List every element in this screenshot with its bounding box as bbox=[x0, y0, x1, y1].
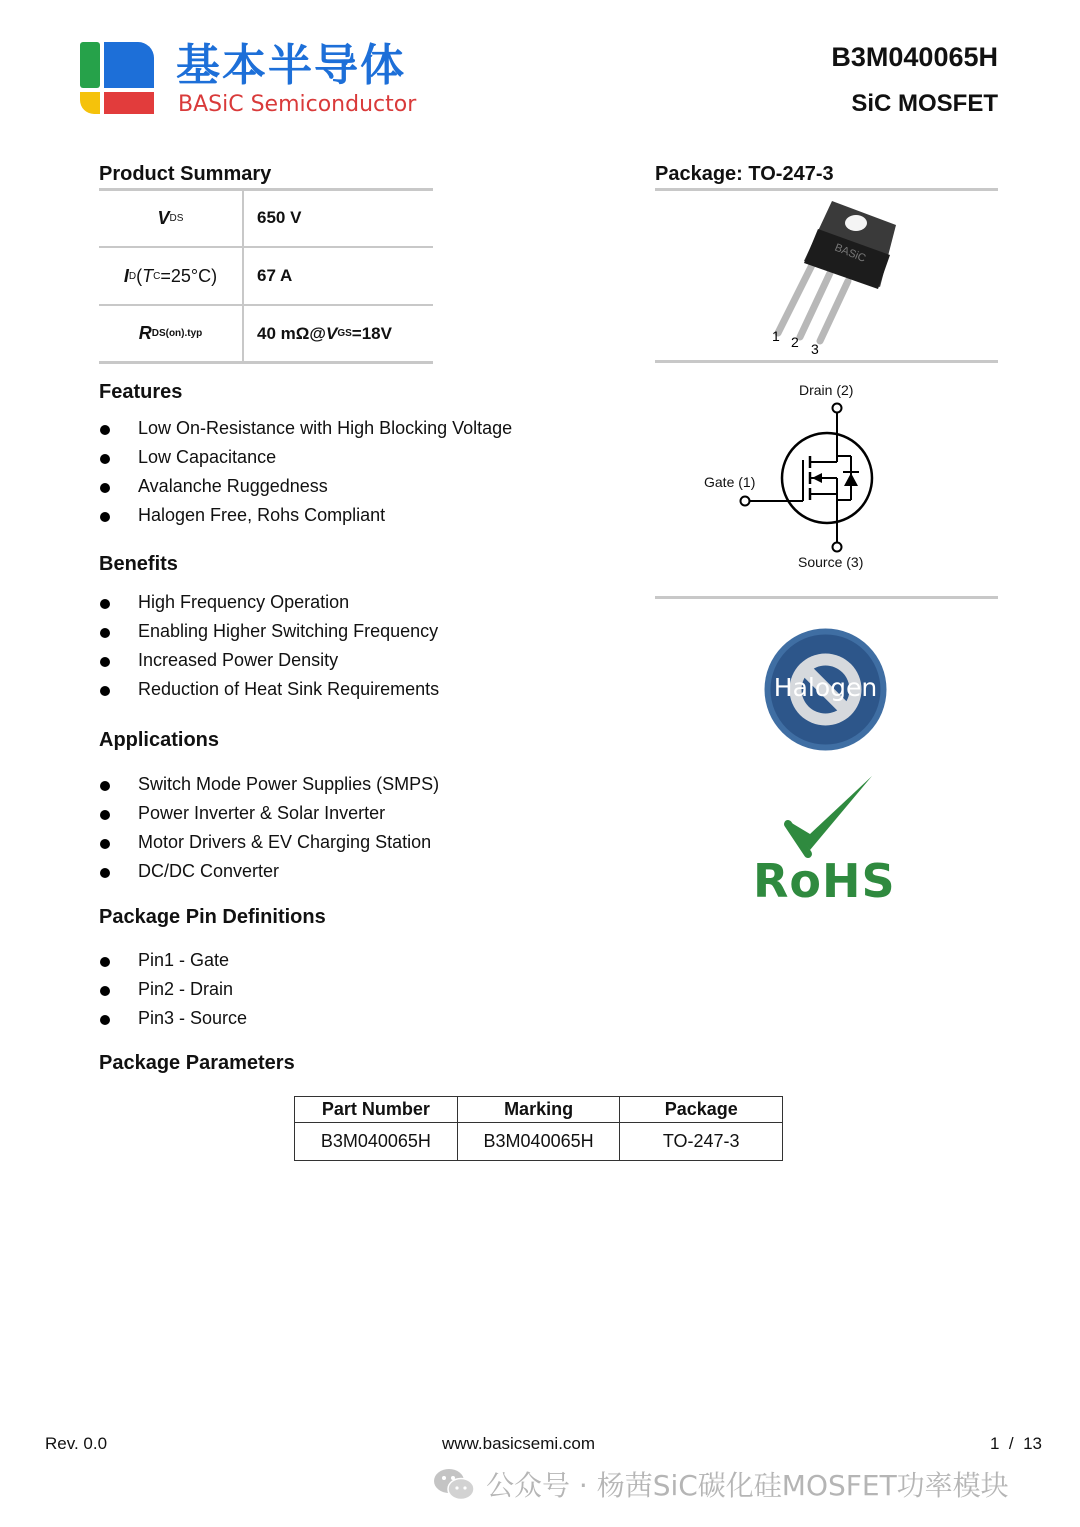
divider bbox=[655, 596, 998, 599]
list-item: Switch Mode Power Supplies (SMPS) bbox=[99, 770, 439, 799]
mounting-hole bbox=[845, 215, 867, 231]
list-item: Increased Power Density bbox=[99, 646, 439, 675]
logo-chinese-name: 基本半导体 bbox=[176, 40, 406, 91]
source-label: Source (3) bbox=[798, 554, 864, 570]
pin-definitions-list bbox=[99, 946, 247, 1033]
features-list bbox=[99, 414, 512, 530]
package-image bbox=[760, 195, 910, 360]
pin-label: 2 bbox=[791, 334, 799, 350]
table-cell: B3M040065H bbox=[457, 1123, 620, 1161]
website-link[interactable]: www.basicsemi.com bbox=[442, 1434, 596, 1453]
summary-label: V DS bbox=[99, 190, 244, 246]
logo-english-name: BASiC Semiconductor bbox=[178, 92, 417, 117]
benefits-title: Benefits bbox=[99, 553, 178, 575]
package-parameters-table bbox=[294, 1096, 783, 1161]
device-type: SiC MOSFET bbox=[851, 90, 998, 117]
checkmark-icon bbox=[750, 772, 890, 862]
rohs-badge bbox=[750, 772, 896, 912]
package-marking: BASiC bbox=[832, 241, 868, 265]
table-row bbox=[295, 1123, 783, 1161]
drain-label: Drain (2) bbox=[799, 382, 854, 398]
revision: Rev. 0.0 bbox=[45, 1434, 108, 1453]
company-logo bbox=[80, 40, 417, 120]
summary-value: 40 mΩ@ V GS =18V bbox=[257, 323, 392, 343]
list-item: Avalanche Ruggedness bbox=[99, 472, 512, 501]
list-item: Pin2 - Drain bbox=[99, 975, 247, 1004]
table-header: Package bbox=[620, 1097, 783, 1123]
divider bbox=[655, 360, 998, 363]
product-summary-title: Product Summary bbox=[99, 163, 272, 185]
table-header: Marking bbox=[457, 1097, 620, 1123]
list-item: Enabling Higher Switching Frequency bbox=[99, 617, 439, 646]
summary-row-vds bbox=[99, 190, 433, 248]
summary-row-id bbox=[99, 248, 433, 306]
watermark bbox=[432, 1464, 1009, 1504]
summary-label: I D ( T C =25°C) bbox=[99, 248, 244, 304]
applications-title: Applications bbox=[99, 729, 220, 751]
pin-label: 1 bbox=[772, 328, 780, 344]
list-item: Power Inverter & Solar Inverter bbox=[99, 799, 439, 828]
wechat-icon bbox=[432, 1466, 476, 1502]
features-title: Features bbox=[99, 381, 183, 403]
package-parameters-title: Package Parameters bbox=[99, 1052, 295, 1074]
summary-row-rds bbox=[99, 306, 433, 364]
list-item: Low Capacitance bbox=[99, 443, 512, 472]
list-item: Low On-Resistance with High Blocking Voltage bbox=[99, 414, 512, 443]
rohs-badge-text: RoHS bbox=[753, 854, 896, 908]
list-item: Motor Drivers & EV Charging Station bbox=[99, 828, 439, 857]
list-item: Halogen Free, Rohs Compliant bbox=[99, 501, 512, 530]
table-header: Part Number bbox=[295, 1097, 458, 1123]
summary-value: 67 A bbox=[257, 266, 293, 285]
product-summary-table bbox=[99, 190, 433, 364]
applications-list bbox=[99, 770, 439, 886]
package-title: Package: TO-247-3 bbox=[655, 163, 834, 185]
table-cell: B3M040065H bbox=[295, 1123, 458, 1161]
list-item: Reduction of Heat Sink Requirements bbox=[99, 675, 439, 704]
benefits-list bbox=[99, 588, 439, 704]
mosfet-schematic-icon bbox=[690, 378, 910, 578]
list-item: High Frequency Operation bbox=[99, 588, 439, 617]
pin-label: 3 bbox=[811, 341, 819, 357]
divider bbox=[655, 188, 998, 191]
halogen-free-badge bbox=[763, 627, 888, 752]
halogen-badge-text: Halogen bbox=[773, 673, 878, 702]
page-number: 1 / 13 bbox=[990, 1434, 1042, 1453]
summary-value: 650 V bbox=[257, 208, 302, 227]
table-header-row bbox=[295, 1097, 783, 1123]
part-number: B3M040065H bbox=[831, 42, 998, 72]
gate-label: Gate (1) bbox=[704, 474, 756, 490]
list-item: Pin1 - Gate bbox=[99, 946, 247, 975]
logo-mark bbox=[80, 40, 154, 114]
summary-label: R DS(on).typ bbox=[99, 306, 244, 361]
pin-definitions-title: Package Pin Definitions bbox=[99, 906, 326, 928]
watermark-text: 公众号 · 杨茜SiC碳化硅MOSFET功率模块 bbox=[486, 1469, 1009, 1502]
mosfet-symbol bbox=[690, 378, 910, 578]
list-item: Pin3 - Source bbox=[99, 1004, 247, 1033]
list-item: DC/DC Converter bbox=[99, 857, 439, 886]
table-cell: TO-247-3 bbox=[620, 1123, 783, 1161]
